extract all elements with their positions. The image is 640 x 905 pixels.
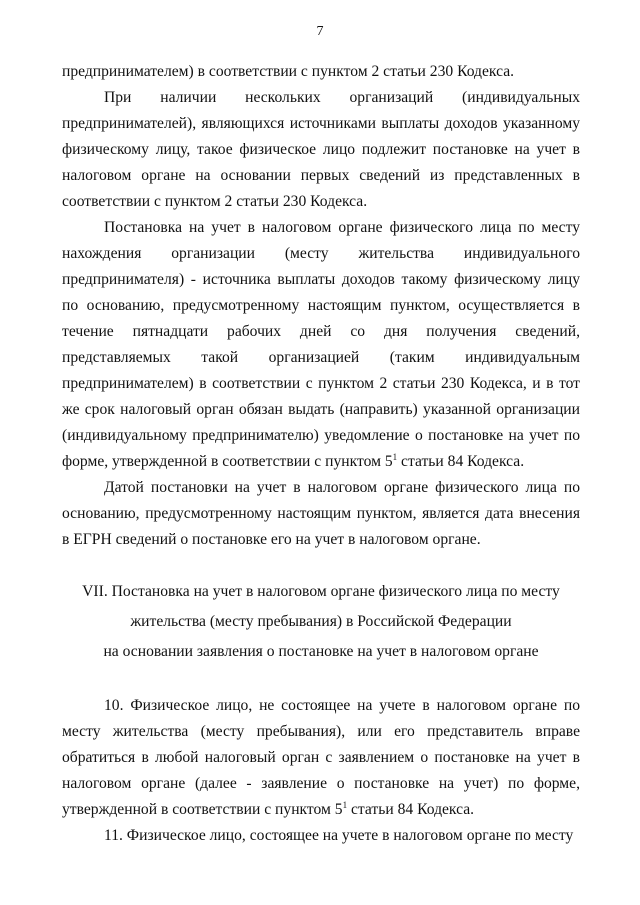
page-number: 7	[316, 24, 324, 39]
paragraph-continuation: предпринимателем) в соответствии с пунктом 2 статьи 230 Кодекса.	[62, 63, 515, 80]
section-heading-line-2: жительства (месту пребывания) в Российской Федерации	[130, 613, 512, 630]
paragraph-text: 10. Физическое лицо, не состоящее на учете в налоговом органе по месту жительства (месту пребывания), или его представитель вправе обратиться в любой налоговый орган с заявлением о постановке на учет в налоговом органе (далее - заявление о постановке на учет) по форме, утвержденной в соответствии с пунктом 5	[62, 697, 580, 818]
superscript: 1	[392, 451, 398, 462]
superscript: 1	[342, 799, 348, 810]
paragraph-text-end: статьи 84 Кодекса.	[347, 801, 475, 818]
paragraph-registration-date: Датой постановки на учет в налоговом органе физического лица по основанию, предусмотренному настоящим пунктом, является дата внесения в ЕГРН сведений о постановке его на учет в налоговом органе.	[62, 479, 580, 548]
paragraph-item-11: 11. Физическое лицо, состоящее на учете в налоговом органе по месту	[104, 827, 574, 844]
paragraph-text-end: статьи 84 Кодекса.	[397, 453, 525, 470]
section-heading-line-1: VII. Постановка на учет в налоговом органе физического лица по месту	[82, 583, 560, 600]
paragraph-multiple-organizations: При наличии нескольких организаций (индивидуальных предпринимателей), являющихся источниками выплаты доходов указанному физическому лицу, такое физическое лицо подлежит постановке на учет в налоговом органе на основании первых сведений из представленных в соответствии с пунктом 2 статьи 230 Кодекса.	[62, 89, 580, 210]
paragraph-text: Постановка на учет в налоговом органе физического лица по месту нахождения организации (месту жительства индивидуального предпринимателя) - источника выплаты доходов такому физическому лицу по основанию, предусмотренному настоящим пунктом, осуществляется в течение пятнадцати рабочих дней со дня получения сведений, представляемых такой организацией (таким индивидуальным предпринимателем) в соответствии с пунктом 2 статьи 230 Кодекса, и в тот же срок налоговый орган обязан выдать (направить) указанной организации (индивидуальному предпринимателю) уведомление о постановке на учет по форме, утвержденной в соответствии с пунктом 5	[62, 219, 580, 470]
section-heading-line-3: на основании заявления о постановке на учет в налоговом органе	[103, 643, 539, 660]
section-heading	[62, 577, 580, 667]
paragraph-item-10	[62, 693, 580, 823]
document-body	[62, 59, 580, 849]
paragraph-registration-procedure	[62, 215, 580, 475]
